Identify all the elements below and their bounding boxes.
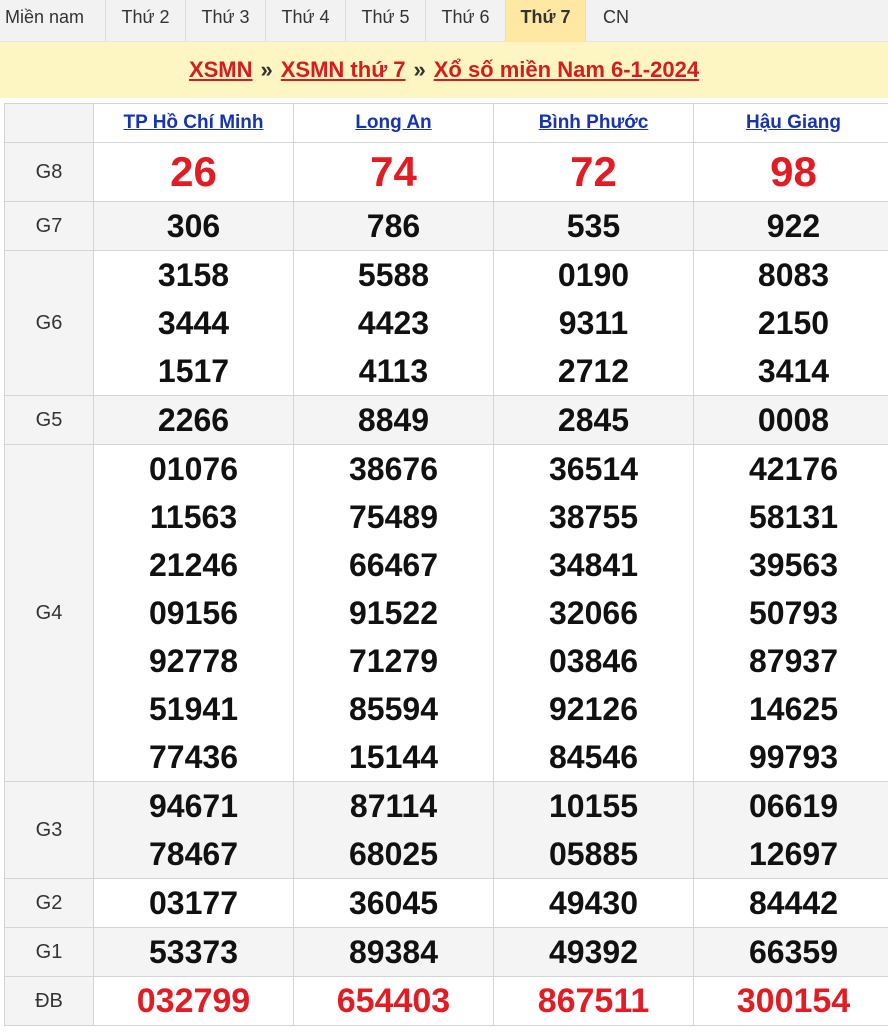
prize-number: 92778 bbox=[149, 643, 238, 679]
prize-number: 53373 bbox=[149, 934, 238, 970]
prize-label: G2 bbox=[5, 879, 94, 928]
prize-number: 85594 bbox=[349, 691, 438, 727]
prize-number: 36045 bbox=[349, 885, 438, 921]
prize-cell bbox=[94, 928, 294, 977]
prize-number: 2266 bbox=[157, 402, 230, 438]
prize-number: 49392 bbox=[549, 934, 638, 970]
prize-row-g2 bbox=[5, 879, 888, 928]
prize-number: 3414 bbox=[757, 353, 830, 389]
special-prize-number: 867511 bbox=[537, 982, 650, 1020]
prize-cell bbox=[294, 202, 494, 251]
results-table bbox=[4, 103, 888, 1026]
prize-cell bbox=[294, 143, 494, 202]
prize-number: 50793 bbox=[749, 595, 838, 631]
header-corner bbox=[5, 104, 94, 143]
prize-number: 66359 bbox=[749, 934, 838, 970]
prize-number: 38676 bbox=[349, 451, 438, 487]
prize-cell bbox=[694, 928, 888, 977]
table-header-row bbox=[5, 104, 888, 143]
prize-cell bbox=[694, 879, 888, 928]
prize-number: 0190 bbox=[557, 257, 630, 293]
prize-number: 26 bbox=[170, 148, 217, 195]
day-tabs bbox=[0, 0, 888, 42]
prize-number: 01076 bbox=[149, 451, 238, 487]
prize-number: 03177 bbox=[149, 885, 238, 921]
prize-cell bbox=[294, 782, 494, 879]
special-prize-number: 032799 bbox=[136, 982, 251, 1020]
prize-cell bbox=[494, 445, 694, 782]
prize-number: 49430 bbox=[549, 885, 638, 921]
prize-cell bbox=[494, 928, 694, 977]
prize-cell bbox=[694, 202, 888, 251]
prize-number: 91522 bbox=[349, 595, 438, 631]
tab-cn[interactable]: CN bbox=[603, 7, 629, 27]
results-body bbox=[5, 143, 888, 1026]
prize-label: G8 bbox=[5, 143, 94, 202]
prize-number: 38755 bbox=[549, 499, 638, 535]
prize-cell bbox=[694, 143, 888, 202]
prize-cell bbox=[694, 977, 888, 1026]
prize-cell bbox=[94, 782, 294, 879]
prize-cell bbox=[494, 251, 694, 396]
prize-row-g3 bbox=[5, 782, 888, 879]
prize-cell bbox=[694, 251, 888, 396]
prize-number: 92126 bbox=[549, 691, 638, 727]
breadcrumb bbox=[0, 42, 888, 98]
prize-number: 09156 bbox=[149, 595, 238, 631]
breadcrumb-xsmn-thu7-link[interactable]: XSMN thứ 7 bbox=[280, 57, 406, 82]
tab-thu-2[interactable]: Thứ 2 bbox=[106, 0, 186, 42]
province-header bbox=[494, 104, 694, 143]
prize-cell bbox=[294, 396, 494, 445]
special-prize-number: 654403 bbox=[336, 982, 451, 1020]
prize-number: 10155 bbox=[549, 788, 638, 824]
prize-row-g1 bbox=[5, 928, 888, 977]
prize-cell bbox=[294, 928, 494, 977]
prize-number: 78467 bbox=[149, 836, 238, 872]
prize-number: 5588 bbox=[357, 257, 430, 293]
tab-mien-nam[interactable]: Miền nam bbox=[0, 0, 106, 42]
tab-thu-5[interactable]: Thứ 5 bbox=[346, 0, 426, 42]
prize-cell bbox=[694, 782, 888, 879]
prize-number: 786 bbox=[366, 208, 421, 244]
prize-row-g5 bbox=[5, 396, 888, 445]
special-prize-number: 300154 bbox=[736, 982, 851, 1020]
prize-label: G5 bbox=[5, 396, 94, 445]
prize-number: 0008 bbox=[757, 402, 830, 438]
prize-row-g6 bbox=[5, 251, 888, 396]
prize-number: 51941 bbox=[149, 691, 238, 727]
prize-number: 84546 bbox=[549, 739, 638, 775]
province-link-long-an[interactable]: Long An bbox=[355, 112, 432, 133]
prize-number: 77436 bbox=[149, 739, 238, 775]
prize-number: 1517 bbox=[157, 353, 230, 389]
prize-number: 36514 bbox=[549, 451, 638, 487]
prize-number: 8083 bbox=[757, 257, 830, 293]
prize-cell bbox=[694, 396, 888, 445]
prize-cell bbox=[294, 977, 494, 1026]
prize-cell bbox=[694, 445, 888, 782]
province-header bbox=[294, 104, 494, 143]
prize-number: 87937 bbox=[749, 643, 838, 679]
prize-cell bbox=[494, 396, 694, 445]
prize-label: G4 bbox=[5, 445, 94, 782]
prize-cell bbox=[294, 879, 494, 928]
province-link-binh-phuoc[interactable]: Bình Phước bbox=[538, 112, 649, 133]
prize-number: 3444 bbox=[157, 305, 230, 341]
prize-number: 535 bbox=[566, 208, 621, 244]
prize-row-g4 bbox=[5, 445, 888, 782]
prize-number: 34841 bbox=[549, 547, 638, 583]
prize-row-g7 bbox=[5, 202, 888, 251]
prize-number: 11563 bbox=[149, 499, 238, 535]
prize-number: 4113 bbox=[358, 353, 429, 389]
prize-number: 2845 bbox=[557, 402, 630, 438]
prize-number: 39563 bbox=[749, 547, 838, 583]
prize-number: 87114 bbox=[349, 788, 438, 824]
prize-cell bbox=[494, 782, 694, 879]
prize-number: 12697 bbox=[749, 836, 838, 872]
breadcrumb-result-date-link[interactable]: Xổ số miền Nam 6-1-2024 bbox=[433, 57, 700, 82]
prize-number: 15144 bbox=[349, 739, 438, 775]
tab-thu-3[interactable]: Thứ 3 bbox=[186, 0, 266, 42]
prize-label: G3 bbox=[5, 782, 94, 879]
prize-row-db bbox=[5, 977, 888, 1026]
prize-number: 68025 bbox=[349, 836, 438, 872]
prize-cell bbox=[494, 977, 694, 1026]
province-link-hau-giang[interactable]: Hậu Giang bbox=[745, 112, 841, 133]
prize-cell bbox=[294, 251, 494, 396]
prize-cell bbox=[94, 251, 294, 396]
prize-number: 21246 bbox=[149, 547, 238, 583]
breadcrumb-xsmn-link[interactable]: XSMN bbox=[188, 57, 253, 82]
prize-number: 922 bbox=[766, 208, 821, 244]
prize-number: 06619 bbox=[749, 788, 838, 824]
prize-number: 66467 bbox=[349, 547, 438, 583]
province-header bbox=[694, 104, 888, 143]
tab-thu-6[interactable]: Thứ 6 bbox=[426, 0, 506, 42]
prize-label: ĐB bbox=[5, 977, 94, 1026]
prize-cell bbox=[94, 445, 294, 782]
prize-number: 03846 bbox=[549, 643, 638, 679]
prize-number: 89384 bbox=[349, 934, 438, 970]
prize-number: 98 bbox=[770, 148, 817, 195]
prize-number: 71279 bbox=[349, 643, 438, 679]
prize-cell bbox=[494, 202, 694, 251]
prize-cell bbox=[294, 445, 494, 782]
prize-cell bbox=[494, 143, 694, 202]
province-header bbox=[94, 104, 294, 143]
prize-number: 9311 bbox=[558, 305, 629, 341]
prize-number: 14625 bbox=[749, 691, 838, 727]
prize-cell bbox=[94, 143, 294, 202]
prize-number: 75489 bbox=[349, 499, 438, 535]
prize-cell bbox=[494, 879, 694, 928]
prize-number: 58131 bbox=[749, 499, 838, 535]
prize-number: 42176 bbox=[749, 451, 838, 487]
prize-number: 84442 bbox=[749, 885, 838, 921]
prize-cell bbox=[94, 202, 294, 251]
prize-cell bbox=[94, 879, 294, 928]
prize-number: 4423 bbox=[357, 305, 430, 341]
prize-label: G7 bbox=[5, 202, 94, 251]
prize-number: 2150 bbox=[757, 305, 830, 341]
tab-thu-7[interactable]: Thứ 7 bbox=[506, 0, 586, 42]
breadcrumb-separator: » bbox=[413, 57, 426, 82]
prize-number: 3158 bbox=[157, 257, 230, 293]
province-link-tp-hcm[interactable]: TP Hồ Chí Minh bbox=[123, 112, 264, 133]
prize-number: 05885 bbox=[549, 836, 638, 872]
prize-number: 8849 bbox=[357, 402, 430, 438]
prize-number: 306 bbox=[166, 208, 221, 244]
tab-thu-4[interactable]: Thứ 4 bbox=[266, 0, 346, 42]
prize-number: 2712 bbox=[557, 353, 630, 389]
prize-row-g8 bbox=[5, 143, 888, 202]
prize-cell bbox=[94, 977, 294, 1026]
prize-cell bbox=[94, 396, 294, 445]
prize-number: 99793 bbox=[749, 739, 838, 775]
prize-number: 74 bbox=[370, 148, 417, 195]
prize-label: G6 bbox=[5, 251, 94, 396]
prize-number: 32066 bbox=[549, 595, 638, 631]
breadcrumb-separator: » bbox=[260, 57, 273, 82]
prize-label: G1 bbox=[5, 928, 94, 977]
prize-number: 94671 bbox=[149, 788, 238, 824]
prize-number: 72 bbox=[570, 148, 617, 195]
